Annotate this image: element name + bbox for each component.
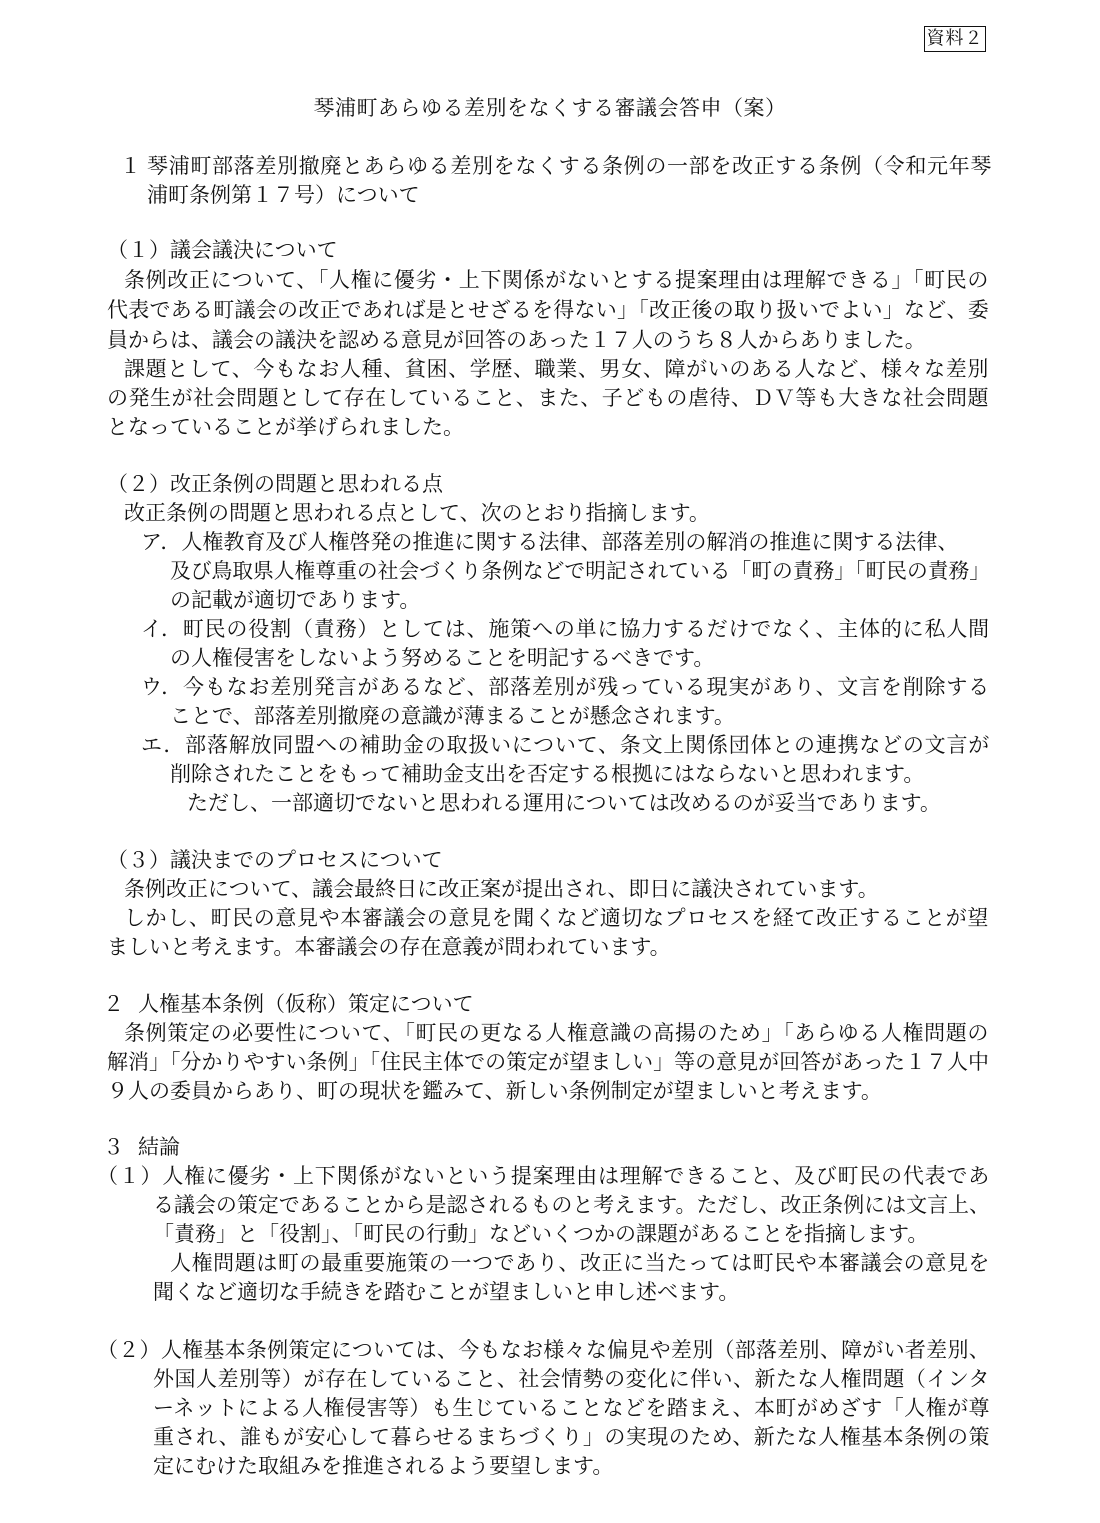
subsection-1-paragraph-1-line-1: 条例改正について、「人権に優劣・上下関係がないとする提案理由は理解できる」「町民の [124, 268, 989, 292]
subsection-3-paragraph-2-line-1: しかし、町民の意見や本審議会の意見を聞くなど適切なプロセスを経て改正することが望 [124, 906, 989, 930]
conclusion-2-line-2: 外国人差別等）が存在していること、社会情勢の変化に伴い、新たな人権問題（インタ [153, 1367, 990, 1391]
subsection-2-heading: （２）改正条例の問題と思われる点 [107, 472, 443, 496]
subsection-2-intro: 改正条例の問題と思われる点として、次のとおり指摘します。 [124, 501, 710, 525]
conclusion-1-line-3: 「責務」と「役割」、「町民の行動」などいくつかの課題があることを指摘します。 [153, 1222, 929, 1246]
section-2-paragraph-line-1: 条例策定の必要性について、「町民の更なる人権意識の高揚のため」「あらゆる人権問題の [124, 1021, 989, 1045]
document-title: 琴浦町あらゆる差別をなくする審議会答申（案） [313, 96, 787, 120]
item-i-line-1: イ．町民の役割（責務）としては、施策への単に協力するだけでなく、主体的に私人間 [141, 617, 990, 641]
subsection-3-paragraph-1: 条例改正について、議会最終日に改正案が提出され、即日に議決されています。 [124, 877, 879, 901]
item-e-line-3: ただし、一部適切でないと思われる運用については改めるのが妥当であります。 [187, 791, 941, 815]
item-a-line-3: の記載が適切であります。 [170, 588, 421, 612]
conclusion-2-line-5: 定にむけた取組みを推進されるよう要望します。 [153, 1454, 614, 1478]
subsection-1-paragraph-1-line-2: 代表である町議会の改正であれば是とせざるを得ない」「改正後の取り扱いでよい」など、委 [107, 298, 989, 322]
conclusion-1-line-4: 人権問題は町の最重要施策の一つであり、改正に当たっては町民や本審議会の意見を [170, 1251, 990, 1275]
subsection-1-paragraph-2-line-1: 課題として、今もなお人種、貧困、学歴、職業、男女、障がいのある人など、様々な差別 [124, 357, 989, 381]
item-a-line-2: 及び鳥取県人権尊重の社会づくり条例などで明記されている「町の責務」「町民の責務」 [170, 559, 990, 583]
section-3-heading: 結論 [138, 1135, 180, 1159]
section-2-paragraph-line-3: ９人の委員からあり、町の現状を鑑みて、新しい条例制定が望ましいと考えます。 [107, 1079, 882, 1103]
section-3-number: ３ [103, 1135, 124, 1159]
subsection-3-heading: （３）議決までのプロセスについて [107, 848, 443, 872]
subsection-1-paragraph-2-line-3: となっていることが挙げられました。 [107, 415, 464, 439]
subsection-1-paragraph-2-line-2: の発生が社会問題として存在していること、また、子どもの虐待、ＤＶ等も大きな社会問題 [107, 386, 989, 410]
item-a-line-1: ア．人権教育及び人権啓発の推進に関する法律、部落差別の解消の推進に関する法律、 [141, 530, 959, 554]
conclusion-2-line-1: （２）人権基本条例策定については、今もなお様々な偏見や差別（部落差別、障がい者差別、 [97, 1338, 990, 1362]
item-u-line-2: ことで、部落差別撤廃の意識が薄まることが懸念されます。 [170, 704, 735, 728]
section-1-number: １ [120, 154, 141, 178]
section-2-number: ２ [103, 992, 124, 1016]
conclusion-1-line-5: 聞くなど適切な手続きを踏むことが望ましいと申し述べます。 [153, 1280, 740, 1304]
conclusion-1-line-2: る議会の策定であることから是認されるものと考えます。ただし、改正条例には文言上、 [153, 1193, 990, 1217]
section-2-heading: 人権基本条例（仮称）策定について [138, 992, 474, 1016]
item-u-line-1: ウ．今もなお差別発言があるなど、部落差別が残っている現実があり、文言を削除する [141, 675, 990, 699]
document-label-badge: 資料２ [924, 26, 986, 52]
conclusion-2-line-3: ーネットによる人権侵害等）も生じていることなどを踏まえ、本町がめざす「人権が尊 [153, 1396, 990, 1420]
subsection-1-heading: （１）議会議決について [107, 238, 338, 262]
item-e-line-2: 削除されたことをもって補助金支出を否定する根拠にはならないと思われます。 [170, 762, 925, 786]
conclusion-2-line-4: 重され、誰もが安心して暮らせるまちづくり」の実現のため、新たな人権基本条例の策 [153, 1425, 990, 1449]
item-i-line-2: の人権侵害をしないよう努めることを明記するべきです。 [170, 646, 715, 670]
subsection-3-paragraph-2-line-2: ましいと考えます。本審議会の存在意義が問われています。 [107, 935, 671, 959]
conclusion-1-line-1: （１）人権に優劣・上下関係がないという提案理由は理解できること、及び町民の代表であ [97, 1164, 990, 1188]
section-1-heading-line-1: 琴浦町部落差別撤廃とあらゆる差別をなくする条例の一部を改正する条例（令和元年琴 [147, 154, 992, 178]
section-2-paragraph-line-2: 解消」「分かりやすい条例」「住民主体での策定が望ましい」等の意見が回答があった１７人中 [107, 1050, 989, 1074]
item-e-line-1: エ．部落解放同盟への補助金の取扱いについて、条文上関係団体との連携などの文言が [141, 733, 990, 757]
section-1-heading-line-2: 浦町条例第１７号）について [147, 183, 420, 207]
subsection-1-paragraph-1-line-3: 員からは、議会の議決を認める意見が回答のあった１７人のうち８人からありました。 [107, 328, 926, 352]
